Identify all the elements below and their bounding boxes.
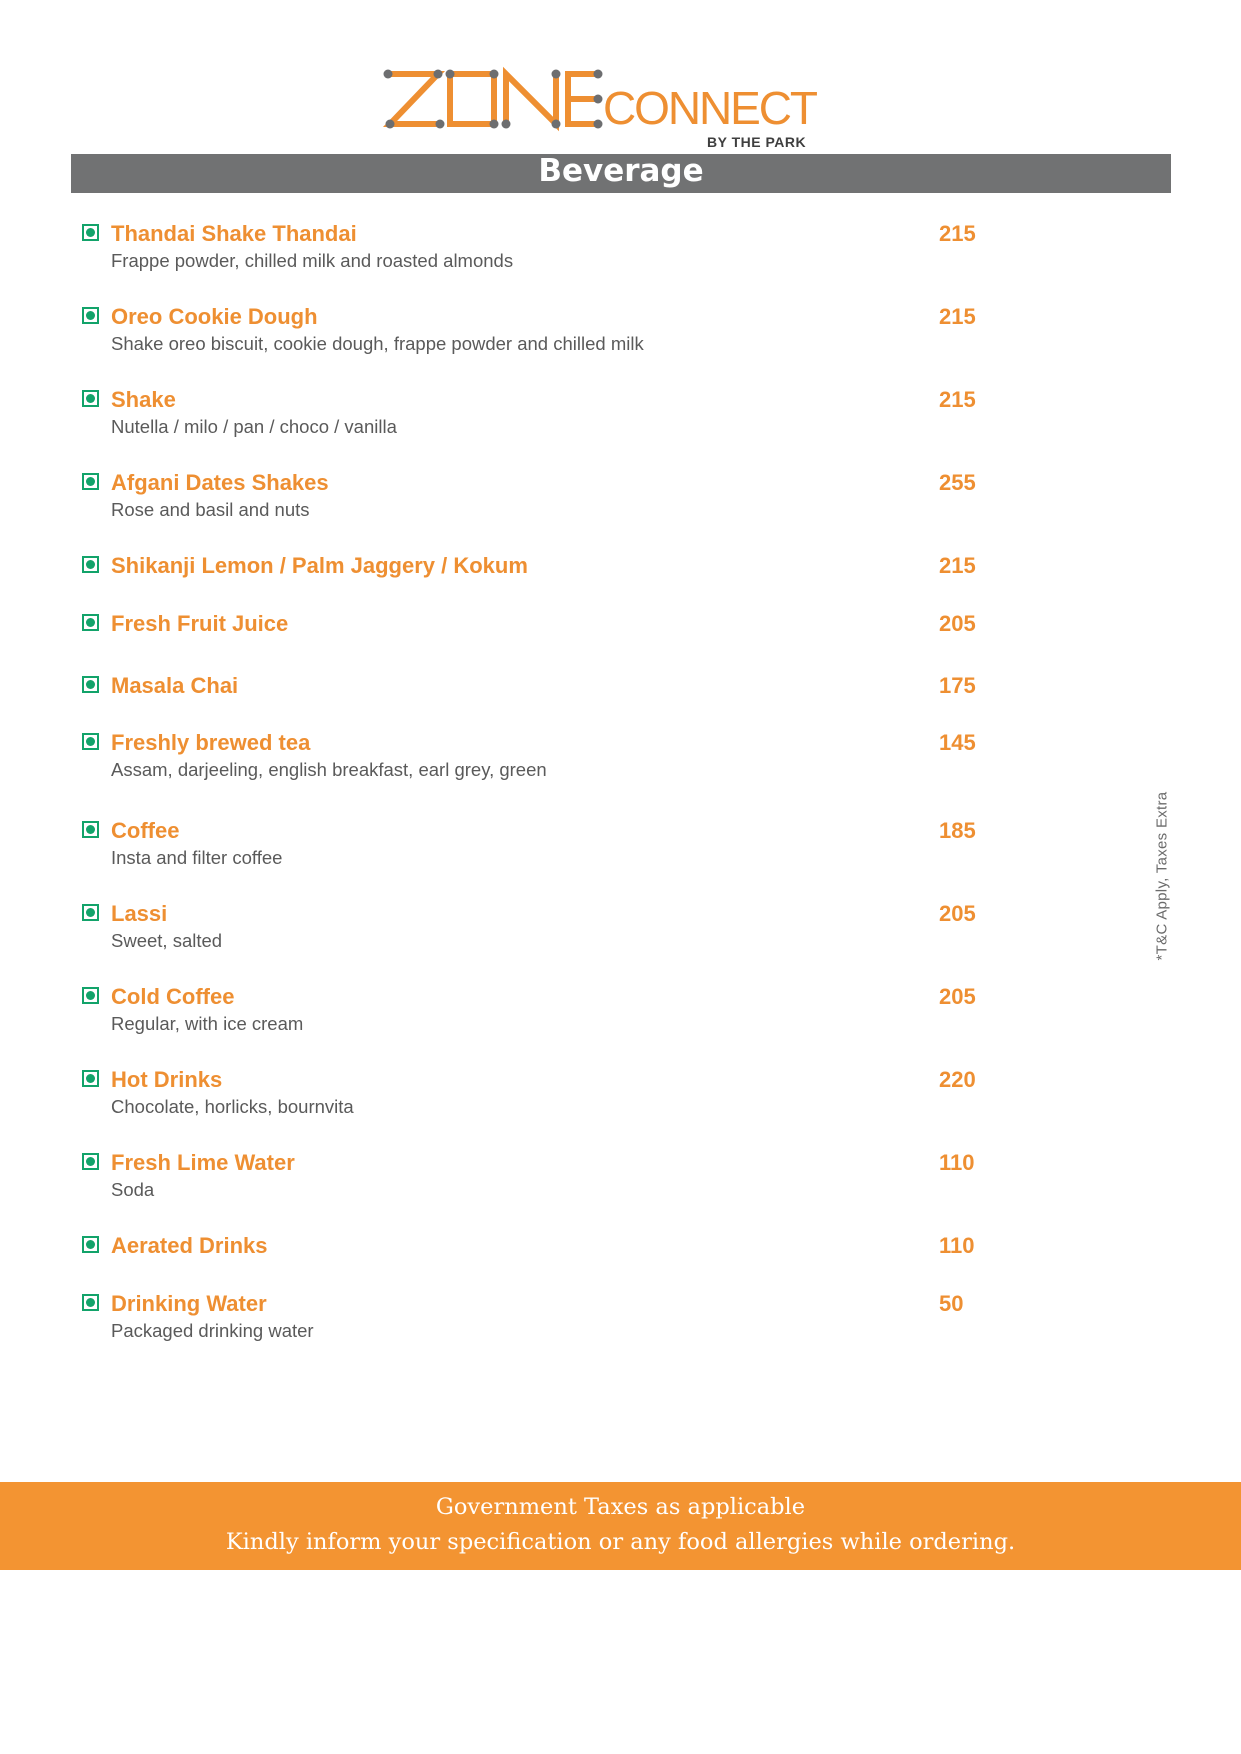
item-price: 215 bbox=[939, 553, 976, 578]
item-price: 215 bbox=[939, 304, 976, 329]
veg-dot bbox=[86, 394, 95, 403]
veg-mark-icon bbox=[82, 904, 99, 921]
item-description: Sweet, salted bbox=[111, 930, 223, 951]
terms-note: *T&C Apply, Taxes Extra bbox=[1153, 791, 1171, 961]
item-description: Shake oreo biscuit, cookie dough, frappe powder and chilled milk bbox=[111, 333, 644, 354]
veg-dot bbox=[86, 618, 95, 627]
item-description: Assam, darjeeling, english breakfast, earl grey, green bbox=[111, 759, 547, 780]
item-price: 220 bbox=[939, 1067, 976, 1092]
footer-tax-note: Government Taxes as applicable bbox=[435, 1494, 806, 1520]
item-price: 255 bbox=[939, 470, 976, 495]
item-name: Thandai Shake Thandai bbox=[111, 221, 357, 246]
veg-dot bbox=[86, 825, 95, 834]
veg-mark-icon bbox=[82, 224, 99, 241]
veg-dot bbox=[86, 680, 95, 689]
item-price: 145 bbox=[939, 730, 976, 755]
brand-logo bbox=[380, 64, 820, 154]
veg-dot bbox=[86, 1074, 95, 1083]
item-name: Masala Chai bbox=[111, 673, 239, 698]
footer-bar bbox=[0, 1482, 1241, 1570]
veg-dot bbox=[86, 477, 95, 486]
veg-mark-icon bbox=[82, 1294, 99, 1311]
item-name: Oreo Cookie Dough bbox=[111, 304, 318, 329]
item-price: 110 bbox=[939, 1150, 975, 1175]
item-name: Hot Drinks bbox=[111, 1067, 223, 1092]
item-name: Fresh Lime Water bbox=[111, 1150, 295, 1175]
section-title: Beverage bbox=[538, 153, 704, 189]
item-name: Fresh Fruit Juice bbox=[111, 611, 289, 636]
veg-dot bbox=[86, 1240, 95, 1249]
veg-mark-icon bbox=[82, 307, 99, 324]
item-name: Drinking Water bbox=[111, 1291, 267, 1316]
veg-mark-icon bbox=[82, 733, 99, 750]
footer-allergy-note: Kindly inform your specification or any food allergies while ordering. bbox=[225, 1529, 1016, 1555]
veg-mark-icon bbox=[82, 556, 99, 573]
item-name: Aerated Drinks bbox=[111, 1233, 268, 1258]
veg-mark-icon bbox=[82, 821, 99, 838]
item-name: Cold Coffee bbox=[111, 984, 235, 1009]
veg-dot bbox=[86, 311, 95, 320]
veg-mark-icon bbox=[82, 987, 99, 1004]
item-description: Chocolate, horlicks, bournvita bbox=[111, 1096, 354, 1117]
item-description: Frappe powder, chilled milk and roasted almonds bbox=[111, 250, 514, 271]
section-header-bar bbox=[71, 154, 1171, 193]
item-description: Rose and basil and nuts bbox=[111, 499, 310, 520]
item-description: Soda bbox=[111, 1179, 155, 1200]
veg-mark-icon bbox=[82, 1153, 99, 1170]
item-price: 215 bbox=[939, 387, 976, 412]
veg-mark-icon bbox=[82, 614, 99, 631]
item-price: 185 bbox=[939, 818, 976, 843]
veg-dot bbox=[86, 560, 95, 569]
veg-mark-icon bbox=[82, 390, 99, 407]
veg-mark-icon bbox=[82, 1070, 99, 1087]
veg-dot bbox=[86, 737, 95, 746]
svg-text:CONNECT: CONNECT bbox=[603, 82, 815, 134]
item-name: Shikanji Lemon / Palm Jaggery / Kokum bbox=[111, 553, 528, 578]
veg-dot bbox=[86, 1298, 95, 1307]
item-description: Packaged drinking water bbox=[111, 1320, 314, 1341]
logo-tagline: BY THE PARK bbox=[707, 134, 807, 150]
veg-mark-icon bbox=[82, 473, 99, 490]
item-price: 50 bbox=[939, 1291, 964, 1316]
veg-dot bbox=[86, 228, 95, 237]
veg-dot bbox=[86, 991, 95, 1000]
item-price: 110 bbox=[939, 1233, 975, 1258]
veg-dot bbox=[86, 1157, 95, 1166]
item-name: Afgani Dates Shakes bbox=[111, 470, 329, 495]
veg-mark-icon bbox=[82, 1236, 99, 1253]
item-name: Freshly brewed tea bbox=[111, 730, 311, 755]
item-name: Lassi bbox=[111, 901, 168, 926]
item-description: Regular, with ice cream bbox=[111, 1013, 304, 1034]
item-price: 205 bbox=[939, 984, 976, 1009]
item-price: 175 bbox=[939, 673, 976, 698]
item-name: Coffee bbox=[111, 818, 180, 843]
item-description: Insta and filter coffee bbox=[111, 847, 283, 868]
item-price: 205 bbox=[939, 611, 976, 636]
item-price: 215 bbox=[939, 221, 976, 246]
veg-dot bbox=[86, 908, 95, 917]
veg-mark-icon bbox=[82, 676, 99, 693]
item-name: Shake bbox=[111, 387, 176, 412]
item-description: Nutella / milo / pan / choco / vanilla bbox=[111, 416, 397, 437]
item-price: 205 bbox=[939, 901, 976, 926]
